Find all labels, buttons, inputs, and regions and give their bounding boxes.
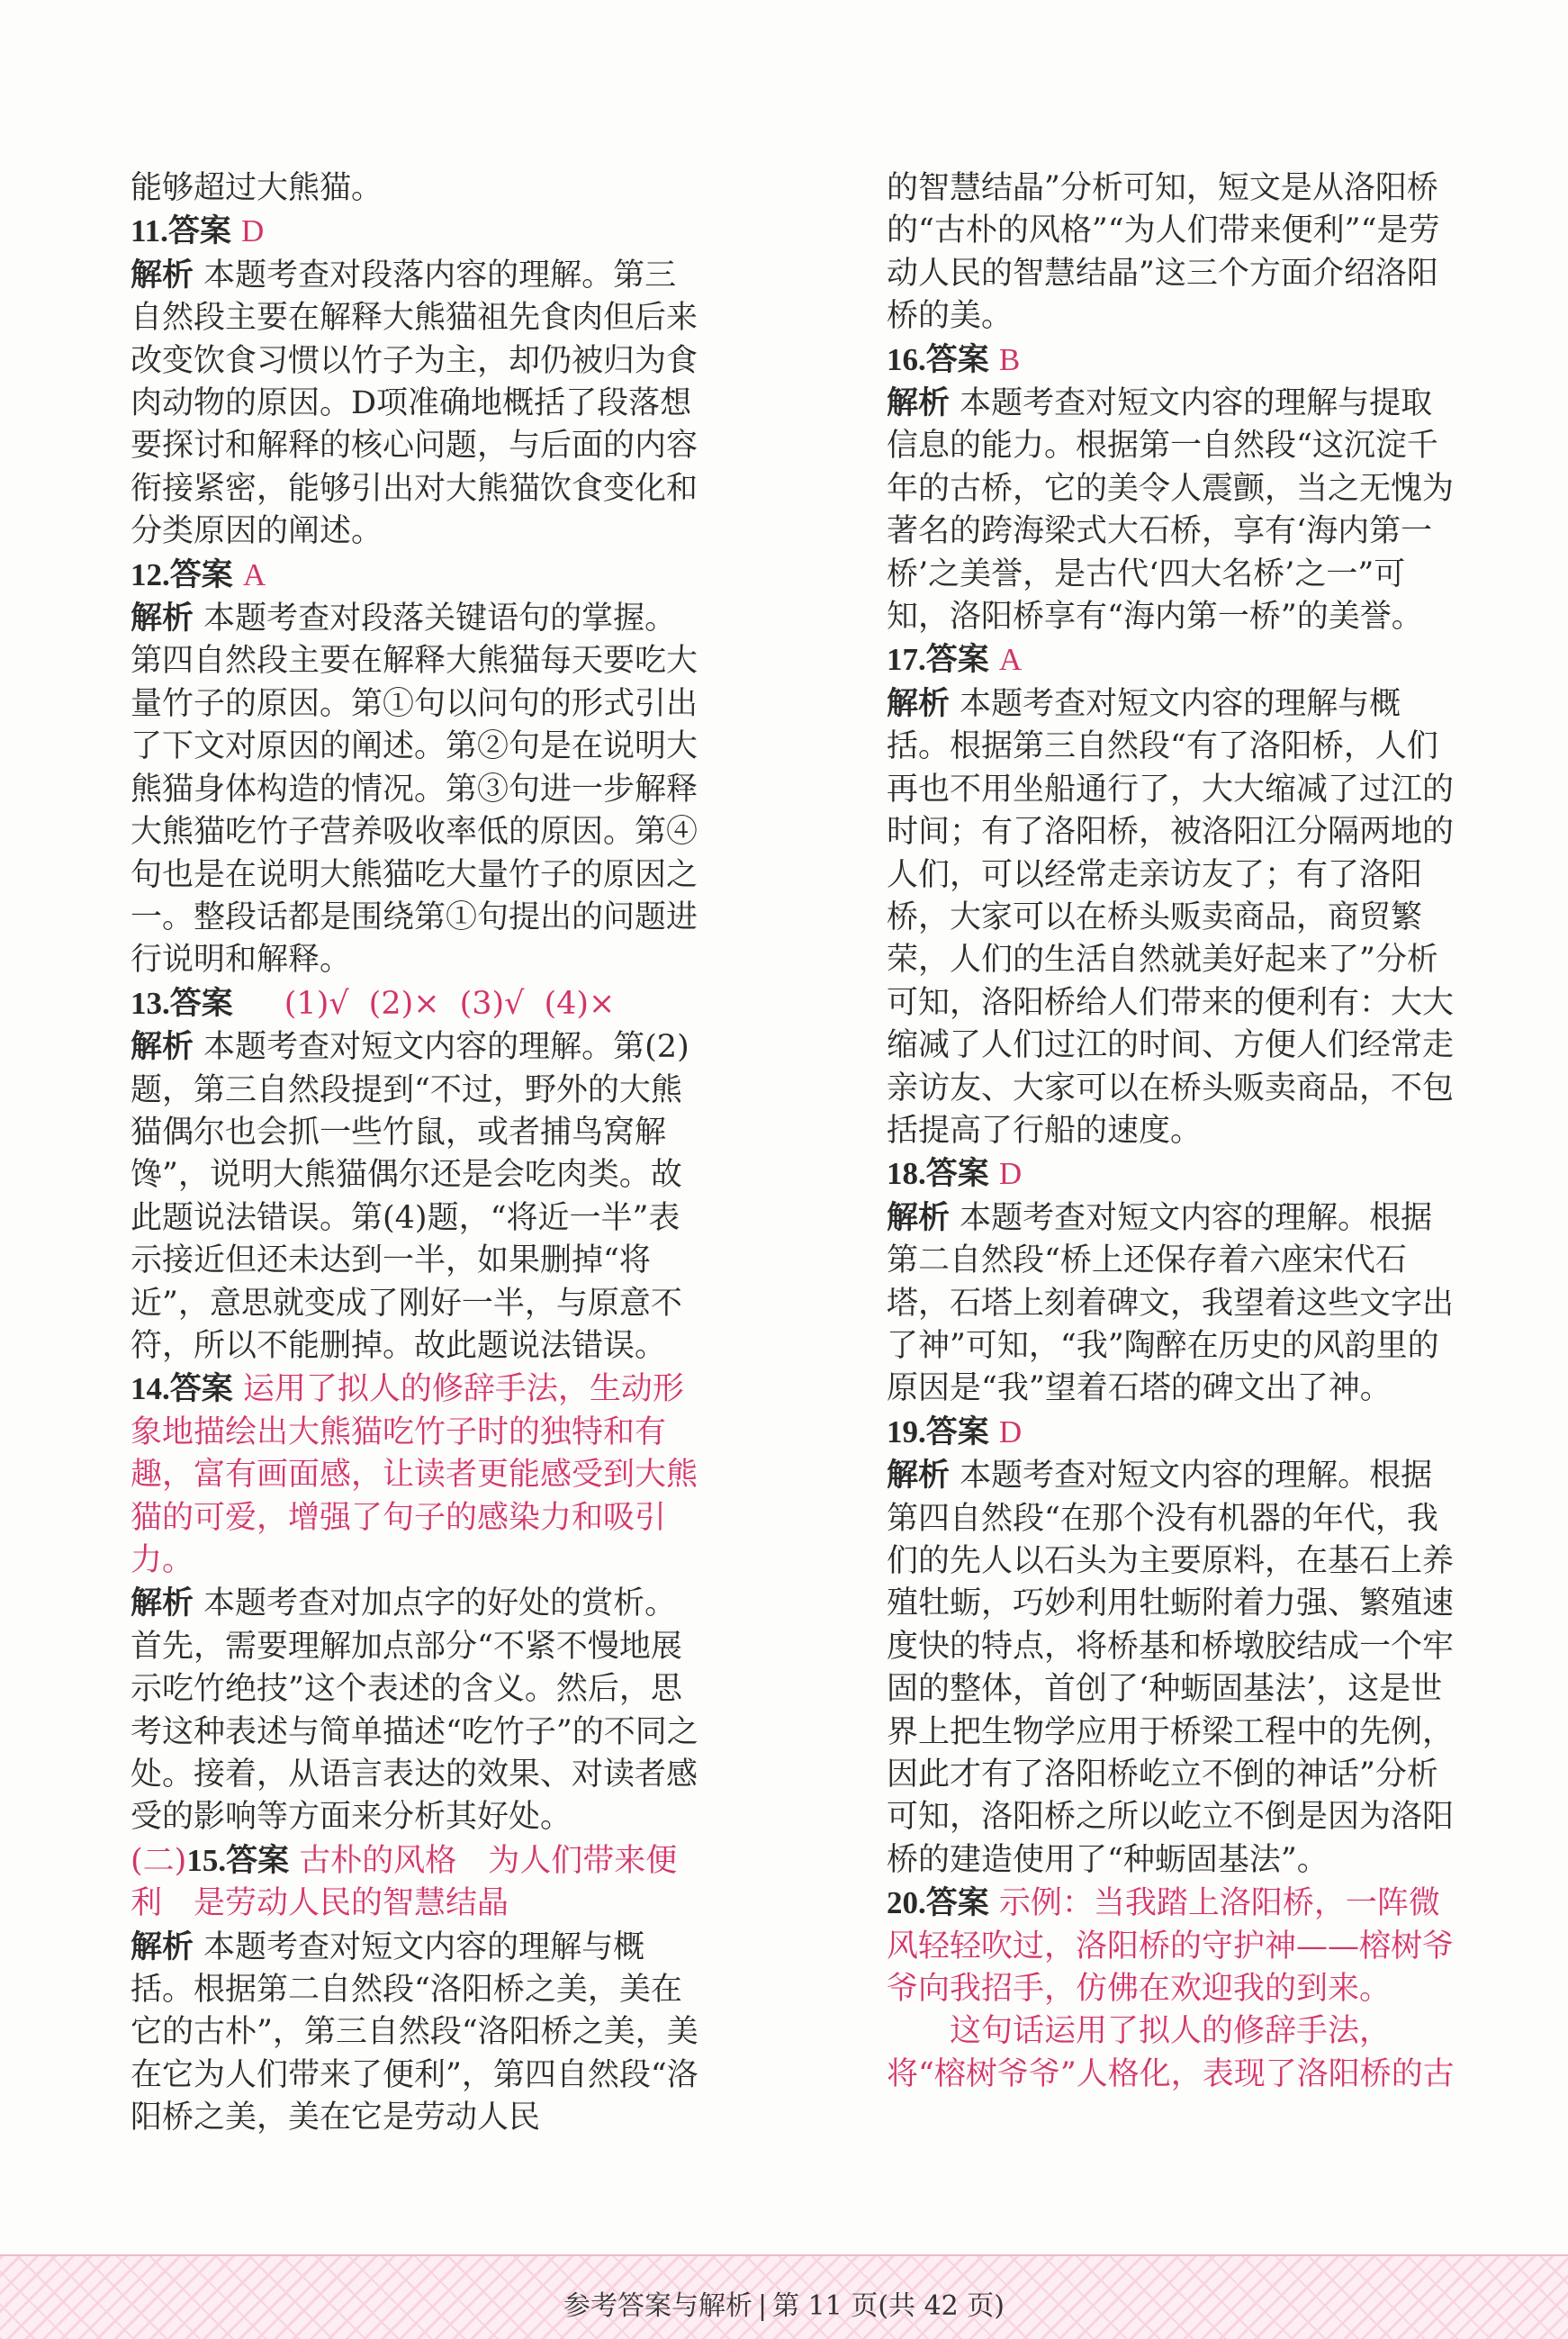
- answer-label: 答案: [925, 1155, 989, 1193]
- q16-analysis-text: 本题考查对短文内容的理解与提取信息的能力。根据第一自然段“这沉淀千年的古桥，它的美令人震颤，当之无愧为著名的跨海梁式大石桥，享有‘海内第一桥’之美誉，是古代‘四大名桥’之一”可知，洛阳桥享有“海内第一桥”的美誉。: [887, 385, 1455, 636]
- q18-answer: [887, 1152, 1463, 1196]
- q13-mark-2: (2)×: [368, 985, 440, 1022]
- answer-label: 答案: [925, 641, 989, 679]
- q19-answer-value: D: [998, 1413, 1023, 1449]
- analysis-label: 解析: [131, 1928, 194, 1965]
- footer-separator: |: [757, 2290, 768, 2322]
- q18-analysis: [887, 1197, 1463, 1411]
- analysis-label: 解析: [131, 1585, 194, 1622]
- q11-analysis: [131, 254, 707, 554]
- intro-text: 能够超过大熊猫。: [131, 170, 383, 206]
- answer-label: 答案: [169, 555, 233, 593]
- q11-number: 11.: [131, 213, 168, 249]
- analysis-label: 解析: [887, 1198, 951, 1236]
- q17-number: 17.: [887, 642, 926, 678]
- q20-answer: [887, 1882, 1463, 2010]
- answer-label: 答案: [167, 212, 231, 250]
- answer-label: 答案: [925, 340, 989, 378]
- q13-mark-3: (3)√: [459, 985, 525, 1022]
- answer-label: 答案: [925, 1884, 989, 1922]
- q16-answer: [887, 339, 1463, 382]
- q11-answer-value: D: [240, 213, 265, 249]
- answer-label: 答案: [925, 1413, 989, 1450]
- q13-number: 13.: [131, 985, 170, 1021]
- q13-analysis-text: 本题考查对短文内容的理解。第(2)题，第三自然段提到“不过，野外的大熊猫偶尔也会抓一些竹鼠，或者捕鸟窝解馋”，说明大熊猫偶尔还是会吃肉类。故此题说法错误。第(4)题，“将近一半”表示接近但还未达到一半，如果删掉“将近”，意思就变成了刚好一半，与原意不符，所以不能删掉。故此题说法错误。: [131, 1029, 689, 1364]
- q16-answer-value: B: [998, 341, 1021, 377]
- q15-answer-text: 古朴的风格 为人们带来便利 是劳动人民的智慧结晶: [131, 1842, 678, 1922]
- q16-analysis: [887, 382, 1463, 638]
- q17-analysis: [887, 682, 1463, 1152]
- q20-answer-text: 示例：当我踏上洛阳桥，一阵微风轻轻吹过，洛阳桥的守护神——榕树爷爷向我招手，仿佛在欢迎我的到来。: [887, 1885, 1455, 2008]
- q19-analysis: [887, 1454, 1463, 1882]
- q15-analysis-text: 本题考查对短文内容的理解与概括。根据第二自然段“洛阳桥之美，美在它的古朴”，第三自然段“洛阳桥之美，美在它为人们带来了便利”，第四自然段“洛阳桥之美，美在它是劳动人民: [131, 1928, 698, 2136]
- page-footer: [0, 2283, 1568, 2323]
- q17-answer: [887, 638, 1463, 682]
- q11-analysis-text: 本题考查对段落内容的理解。第三自然段主要在解释大熊猫祖先食肉但后来改变饮食习惯以竹子为主，却仍被归为食肉动物的原因。D项准确地概括了段落想要探讨和解释的核心问题，与后面的内容衔接紧密，能够引出对大熊猫饮食变化和分类原因的阐述。: [131, 257, 698, 550]
- q15-answer: [131, 1839, 707, 1926]
- page-number: 第 11 页(共 42 页): [772, 2290, 1005, 2322]
- answer-label: 答案: [226, 1841, 290, 1879]
- analysis-label: 解析: [131, 256, 194, 294]
- q14-answer: [131, 1368, 707, 1582]
- q20-number: 20.: [887, 1885, 926, 1921]
- q14-number: 14.: [131, 1371, 170, 1407]
- q14-analysis-text: 本题考查对加点字的好处的赏析。首先，需要理解加点部分“不紧不慢地展示吃竹绝技”这个表述的含义。然后，思考这种表述与简单描述“吃竹子”的不同之处。接着，从语言表达的效果、对读者感受的影响等方面来分析其好处。: [131, 1585, 698, 1836]
- analysis-label: 解析: [887, 384, 951, 422]
- q14-analysis: [131, 1582, 707, 1838]
- q11-answer: [131, 210, 707, 253]
- analysis-label: 解析: [887, 684, 951, 722]
- q17-answer-value: A: [998, 642, 1023, 678]
- q15-number: 15.: [186, 1842, 227, 1878]
- q12-analysis-text: 本题考查对段落关键语句的掌握。第四自然段主要在解释大熊猫每天要吃大量竹子的原因。第①句以问句的形式引出了下文对原因的阐述。第②句是在说明大熊猫身体构造的情况。第③句进一步解释大熊猫吃竹子营养吸收率低的原因。第④句也是在说明大熊猫吃大量竹子的原因之一。整段话都是围绕第①句提出的问题进行说明和解释。: [131, 601, 698, 979]
- right-column: [887, 167, 1463, 2096]
- q12-analysis: [131, 597, 707, 982]
- q15-analysis: [131, 1926, 707, 2140]
- q17-analysis-text: 本题考查对短文内容的理解与概括。根据第三自然段“有了洛阳桥，人们再也不用坐船通行了，大大缩减了过江的时间；有了洛阳桥，被洛阳江分隔两地的人们，可以经常走亲访友了；有了洛阳桥，大家可以在桥头贩卖商品，商贸繁荣，人们的生活自然就美好起来了”分析可知，洛阳桥给人们带来的便利有：大大缩减了人们过江的时间、方便人们经常走亲访友、大家可以在桥头贩卖商品，不包括提高了行船的速度。: [887, 685, 1455, 1149]
- q14-answer-text: 运用了拟人的修辞手法，生动形象地描绘出大熊猫吃竹子时的独特和有趣，富有画面感，让读者更能感受到大熊猫的可爱，增强了句子的感染力和吸引力。: [131, 1371, 698, 1578]
- analysis-label: 解析: [887, 1457, 951, 1495]
- q19-number: 19.: [887, 1413, 926, 1449]
- q18-answer-value: D: [998, 1156, 1023, 1192]
- answer-label: 答案: [169, 984, 233, 1022]
- q19-answer: [887, 1411, 1463, 1454]
- q18-analysis-text: 本题考查对短文内容的理解。根据第二自然段“桥上还保存着六座宋代石塔，石塔上刻着碑文，我望着这些文字出了神”可知，“我”陶醉在历史的风韵里的原因是“我”望着石塔的碑文出了神。: [887, 1199, 1455, 1407]
- q19-analysis-text: 本题考查对短文内容的理解。根据第四自然段“在那个没有机器的年代，我们的先人以石头为主要原料，在基石上养殖牡蛎，巧妙利用牡蛎附着力强、繁殖速度快的特点，将桥基和桥墩胶结成一个牢固的整体，首创了‘种蛎固基法’，这是世界上把生物学应用于桥梁工程中的先例，因此才有了洛阳桥屹立不倒的神话”分析可知，洛阳桥之所以屹立不倒是因为洛阳桥的建造使用了“种蛎固基法”。: [887, 1458, 1455, 1878]
- analysis-label: 解析: [131, 600, 194, 637]
- left-column: [131, 167, 707, 2140]
- q13-mark-4: (4)×: [544, 985, 616, 1022]
- q13-analysis: [131, 1025, 707, 1368]
- q12-answer: [131, 554, 707, 597]
- section-label: (二): [131, 1842, 187, 1879]
- q13-mark-1: (1)√: [284, 985, 349, 1022]
- q12-answer-value: A: [242, 556, 266, 592]
- q12-number: 12.: [131, 556, 170, 592]
- q18-number: 18.: [887, 1156, 926, 1192]
- q20-explanation: 这句话运用了拟人的修辞手法，将“榕树爷爷”人格化，表现了洛阳桥的古: [887, 2013, 1455, 2092]
- q15-analysis-continued: 的智慧结晶”分析可知，短文是从洛阳桥的“古朴的风格”“为人们带来便利”“是劳动人民的智慧结晶”这三个方面介绍洛阳桥的美。: [887, 170, 1440, 335]
- q13-answer: [131, 982, 707, 1025]
- analysis-label: 解析: [131, 1028, 194, 1066]
- answer-label: 答案: [169, 1370, 233, 1408]
- footer-title: 参考答案与解析: [563, 2290, 752, 2322]
- q16-number: 16.: [887, 341, 926, 377]
